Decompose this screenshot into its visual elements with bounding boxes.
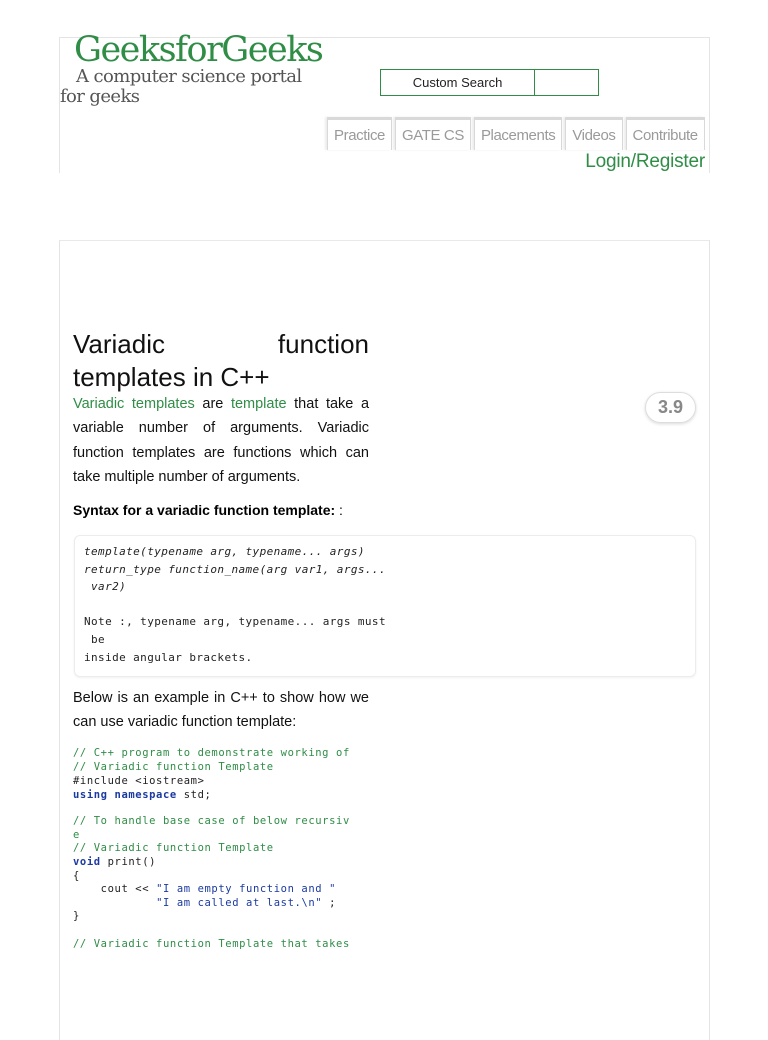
tab-gate-cs[interactable]: GATE CS <box>395 117 471 150</box>
tab-videos[interactable]: Videos <box>565 117 622 150</box>
code-line: // To handle base case of below recursiv <box>73 815 350 827</box>
code-string: "I am empty function and " <box>156 883 337 895</box>
code-line <box>73 856 156 868</box>
code-line: // Variadic function Template <box>73 761 274 773</box>
intro-text-1: are <box>194 396 231 412</box>
site-logo[interactable]: GeeksforGeeks <box>74 30 323 70</box>
code-keyword: using namespace <box>73 789 177 801</box>
syntax-note-line <box>84 615 386 628</box>
code-text: ; <box>322 897 337 909</box>
syntax-heading-text: Syntax for a variadic function template: <box>73 502 336 518</box>
code-line: // Variadic function Template <box>73 842 274 854</box>
code-line: } <box>73 910 80 922</box>
code-line: { <box>73 870 80 882</box>
code-text: std; <box>176 789 212 801</box>
article-title-line2: templates in C++ <box>73 362 270 392</box>
code-line <box>73 883 336 895</box>
code-line: #include <iostream> <box>73 775 205 787</box>
syntax-note-text: Note :, typename arg, typename... args must <box>84 615 386 628</box>
rating-badge[interactable]: 3.9 <box>645 392 696 423</box>
search-button[interactable] <box>535 70 598 95</box>
code-line: e <box>73 829 80 841</box>
nav-tabs <box>327 117 705 150</box>
tab-contribute[interactable]: Contribute <box>626 117 705 150</box>
syntax-line: template(typename arg, typename... args) <box>84 545 365 558</box>
article-title <box>73 328 369 394</box>
search-input[interactable] <box>381 70 535 95</box>
code-text: print() <box>100 856 157 868</box>
code-line <box>73 897 336 909</box>
article-title-line1: Variadic function <box>73 329 369 359</box>
syntax-heading <box>73 502 343 518</box>
code-text <box>73 897 156 909</box>
site-tagline: A computer science portal for geeks <box>60 66 302 107</box>
code-line: // Variadic function Template that takes <box>73 938 350 950</box>
intro-paragraph <box>73 392 369 489</box>
intro-text-2: that take a variable number of arguments. Variadic function templates are functions which can take multiple number of arguments. <box>73 396 370 485</box>
syntax-line: var2) <box>84 580 127 593</box>
syntax-line: return_type function_name(arg var1, args... <box>84 563 386 576</box>
syntax-line: be <box>84 633 106 646</box>
syntax-line: inside angular brackets. <box>84 651 253 664</box>
code-keyword: void <box>73 856 101 868</box>
code-string: "I am called at last.\n" <box>156 897 323 909</box>
variadic-templates-link[interactable]: Variadic templates <box>73 396 195 412</box>
login-register-link[interactable]: Login/Register <box>585 151 705 172</box>
custom-search <box>380 69 599 96</box>
syntax-heading-colon: : <box>335 502 343 518</box>
template-link[interactable]: template <box>230 396 287 412</box>
tab-placements[interactable]: Placements <box>474 117 562 150</box>
code-line: // C++ program to demonstrate working of <box>73 747 350 759</box>
tab-practice[interactable]: Practice <box>327 117 392 150</box>
code-text: cout << <box>73 883 157 895</box>
code-line <box>73 789 211 801</box>
example-paragraph: Below is an example in C++ to show how we can use variadic function template: <box>73 690 369 731</box>
